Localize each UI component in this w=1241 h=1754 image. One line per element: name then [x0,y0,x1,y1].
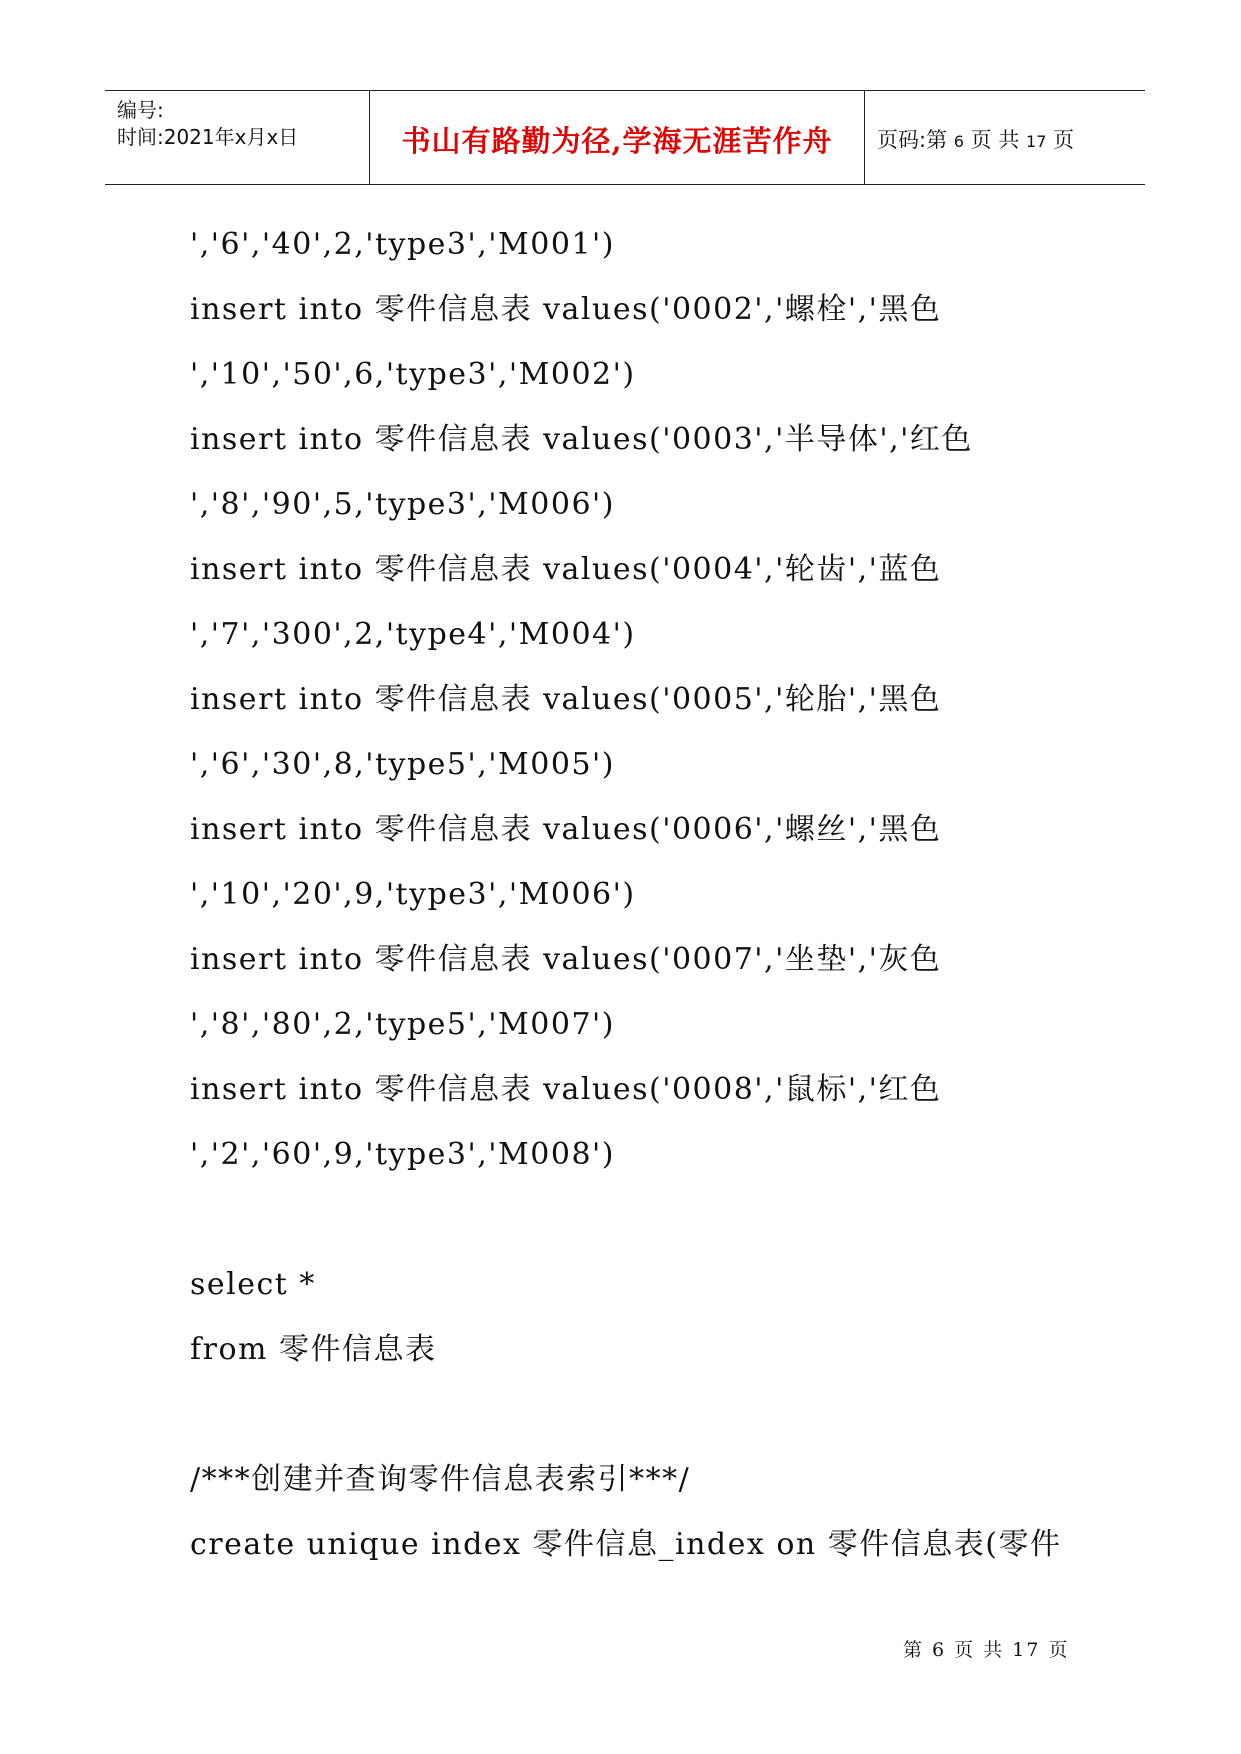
page-header [105,90,1145,185]
page-prefix: 页码:第 [877,128,948,152]
date-label: 时间:2021年x月x日 [117,125,299,149]
code-line: insert into 零件信息表 values('0007','坐垫','灰色 [190,942,942,977]
code-line: ','8','80',2,'type5','M007') [190,1007,615,1042]
page-info [877,124,1074,154]
number-label: 编号: [117,98,164,122]
code-line: ','6','30',8,'type5','M005') [190,747,615,782]
page-number: 6 [953,132,964,151]
header-meta-cell [105,91,370,184]
page-total: 17 [1026,132,1047,151]
page-mid: 页 共 [970,128,1020,152]
comment-line: /***创建并查询零件信息表索引***/ [190,1462,691,1497]
code-line: ','6','40',2,'type3','M001') [190,227,615,262]
code-line: from 零件信息表 [190,1332,437,1367]
code-line: insert into 零件信息表 values('0003','半导体','红色 [190,422,973,457]
code-line: create unique index 零件信息_index on 零件信息表(零件 [190,1527,1062,1562]
code-line: ','7','300',2,'type4','M004') [190,617,636,652]
code-line: ','8','90',5,'type3','M006') [190,487,615,522]
page-suffix: 页 [1053,128,1075,152]
code-line: insert into 零件信息表 values('0008','鼠标','红色 [190,1072,942,1107]
code-line: insert into 零件信息表 values('0006','螺丝','黑色 [190,812,942,847]
code-line: select * [190,1267,316,1302]
header-motto-cell [370,91,865,184]
code-line: ','10','20',9,'type3','M006') [190,877,636,912]
motto: 书山有路勤为径,学海无涯苦作舟 [401,124,833,158]
code-line: insert into 零件信息表 values('0002','螺栓','黑色 [190,292,942,327]
header-page-cell [865,91,1145,184]
code-line: insert into 零件信息表 values('0005','轮胎','黑色 [190,682,942,717]
code-line: ','2','60',9,'type3','M008') [190,1137,615,1172]
page-footer: 第 6 页 共 17 页 [903,1639,1070,1661]
code-line: insert into 零件信息表 values('0004','轮齿','蓝色 [190,552,942,587]
code-line: ','10','50',6,'type3','M002') [190,357,636,392]
